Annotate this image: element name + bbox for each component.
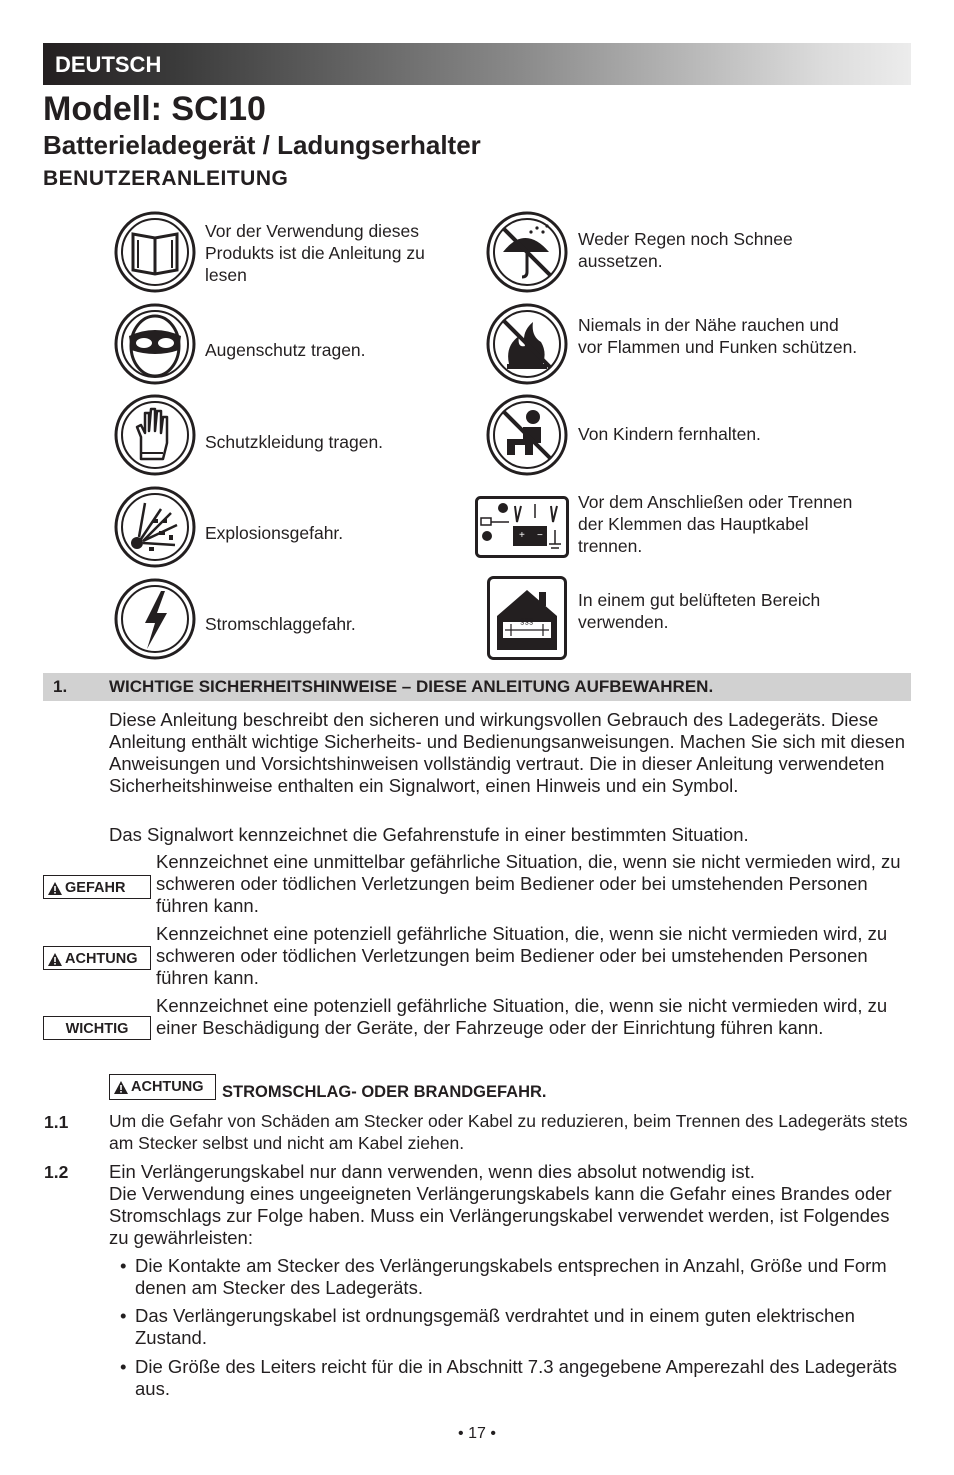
notice-description: Kennzeichnet eine potenziell gefährliche Situation, die, wenn sie nicht vermieden wird, zu einer Beschädigung der Geräte, der Fahrzeuge oder der Einrichtung führen kann. bbox=[156, 995, 888, 1038]
warning-label: ACHTUNG bbox=[65, 951, 138, 967]
read-manual-icon bbox=[113, 210, 197, 294]
page-subtitle: Batterieladegerät / Ladungserhalter bbox=[43, 130, 481, 160]
gloves-icon bbox=[113, 393, 197, 477]
explosion-icon bbox=[113, 485, 197, 569]
manual-label: BENUTZERANLEITUNG bbox=[43, 167, 289, 190]
notice-badge bbox=[43, 1016, 151, 1040]
signal-intro: Das Signalwort kennzeichnet die Gefahrenstufe in einer bestimmten Situation. bbox=[109, 824, 749, 845]
no-flames-icon bbox=[485, 302, 569, 386]
no-rain-icon bbox=[485, 210, 569, 294]
danger-badge bbox=[43, 875, 151, 899]
page-number: • 17 • bbox=[458, 1425, 496, 1442]
keep-children-away-icon bbox=[485, 393, 569, 477]
svg-text:+: + bbox=[519, 530, 525, 541]
warning-triangle-icon bbox=[47, 881, 63, 896]
danger-label: GEFAHR bbox=[65, 880, 126, 896]
bullet-item: Das Verlängerungskabel ist ordnungsgemäß verdrahtet und in einem guten elektrischen Zustand. bbox=[135, 1305, 855, 1348]
svg-text:§§§: §§§ bbox=[520, 617, 534, 626]
bullet-marker: • bbox=[120, 1255, 127, 1276]
disconnect-text: Vor dem Anschließen oder Trennen der Klemmen das Hauptkabel trennen. bbox=[578, 492, 853, 556]
section-header bbox=[43, 673, 911, 701]
eye-protection-text: Augenschutz tragen. bbox=[205, 340, 366, 360]
language-bar bbox=[43, 43, 911, 85]
item-number: 1.2 bbox=[44, 1162, 69, 1182]
read-manual-text: Vor der Verwendung dieses Produkts ist die Anleitung zu lesen bbox=[205, 221, 425, 285]
electric-shock-text: Stromschlaggefahr. bbox=[205, 614, 356, 634]
bullet-item: Die Kontakte am Stecker des Verlängerungskabels entsprechen in Anzahl, Größe und Form denen am Stecker des Ladegeräts. bbox=[135, 1255, 887, 1298]
item-text: Ein Verlängerungskabel nur dann verwenden, wenn dies absolut notwendig ist. bbox=[109, 1161, 755, 1182]
shock-warning-text: STROMSCHLAG- ODER BRANDGEFAHR. bbox=[222, 1083, 547, 1101]
svg-text:−: − bbox=[537, 530, 543, 541]
keep-children-away-text: Von Kindern fernhalten. bbox=[578, 424, 761, 444]
ventilation-text: In einem gut belüfteten Bereich verwenden. bbox=[578, 590, 821, 632]
item-text: Um die Gefahr von Schäden am Stecker oder Kabel zu reduzieren, beim Trennen des Ladegeräts stets am Stecker selbst und nicht am Kabel ziehen. bbox=[109, 1111, 908, 1153]
bullet-marker: • bbox=[120, 1305, 127, 1326]
notice-label: WICHTIG bbox=[65, 1021, 129, 1037]
disconnect-clamps-icon bbox=[475, 496, 569, 558]
ventilation-icon bbox=[487, 576, 567, 660]
explosion-text: Explosionsgefahr. bbox=[205, 523, 344, 543]
item-number: 1.1 bbox=[44, 1112, 69, 1132]
warning-triangle-icon bbox=[47, 952, 63, 967]
language-label: DEUTSCH bbox=[55, 52, 162, 77]
no-rain-text: Weder Regen noch Schnee aussetzen. bbox=[578, 229, 793, 271]
electric-shock-icon bbox=[113, 577, 197, 661]
eye-protection-icon bbox=[113, 302, 197, 386]
shock-warning-label: ACHTUNG bbox=[131, 1079, 204, 1095]
warning-triangle-icon bbox=[113, 1080, 129, 1095]
section-title: WICHTIGE SICHERHEITSHINWEISE – DIESE ANLEITUNG AUFBEWAHREN. bbox=[109, 677, 714, 696]
page-title: Modell: SCI10 bbox=[43, 90, 266, 128]
danger-description: Kennzeichnet eine unmittelbar gefährliche Situation, die, wenn sie nicht vermieden wird, zu schweren oder tödlichen Verletzungen beim Bediener oder bei umstehenden Personen führen kann. bbox=[156, 851, 901, 916]
item-text-continued: Die Verwendung eines ungeeigneten Verlängerungskabels kann die Gefahr eines Brandes oder Stromschlags zur Folge haben. Muss ein Verlängerungskabel verwendet werden, ist Folgendes zu gewährleisten: bbox=[109, 1183, 892, 1248]
protective-clothing-text: Schutzkleidung tragen. bbox=[205, 432, 384, 452]
section-number: 1. bbox=[53, 677, 68, 696]
warning-badge bbox=[43, 946, 151, 970]
warning-description: Kennzeichnet eine potenziell gefährliche Situation, die, wenn sie nicht vermieden wird, zu schweren oder tödlichen Verletzungen beim Bediener oder bei umstehenden Personen führen kann. bbox=[156, 923, 888, 988]
bullet-marker: • bbox=[120, 1356, 127, 1377]
bullet-item: Die Größe des Leiters reicht für die in Abschnitt 7.3 angegebene Amperezahl des Ladegeräts aus. bbox=[135, 1356, 898, 1399]
shock-warning-badge bbox=[109, 1074, 216, 1100]
intro-paragraph: Diese Anleitung beschreibt den sicheren und wirkungsvollen Gebrauch des Ladegeräts. Diese Anleitung enthält wichtige Sicherheits- und Bedienungsanweisungen. Machen Sie sich mit diesen Anweisungen und Vorsichtshinweisen vollständig vertraut. Die in dieser Anleitung verwendeten Sicherheitshinweise enthalten ein Signalwort, einen Hinweis und ein Symbol. bbox=[109, 709, 905, 796]
no-flames-text: Niemals in der Nähe rauchen und vor Flammen und Funken schützen. bbox=[578, 315, 858, 357]
